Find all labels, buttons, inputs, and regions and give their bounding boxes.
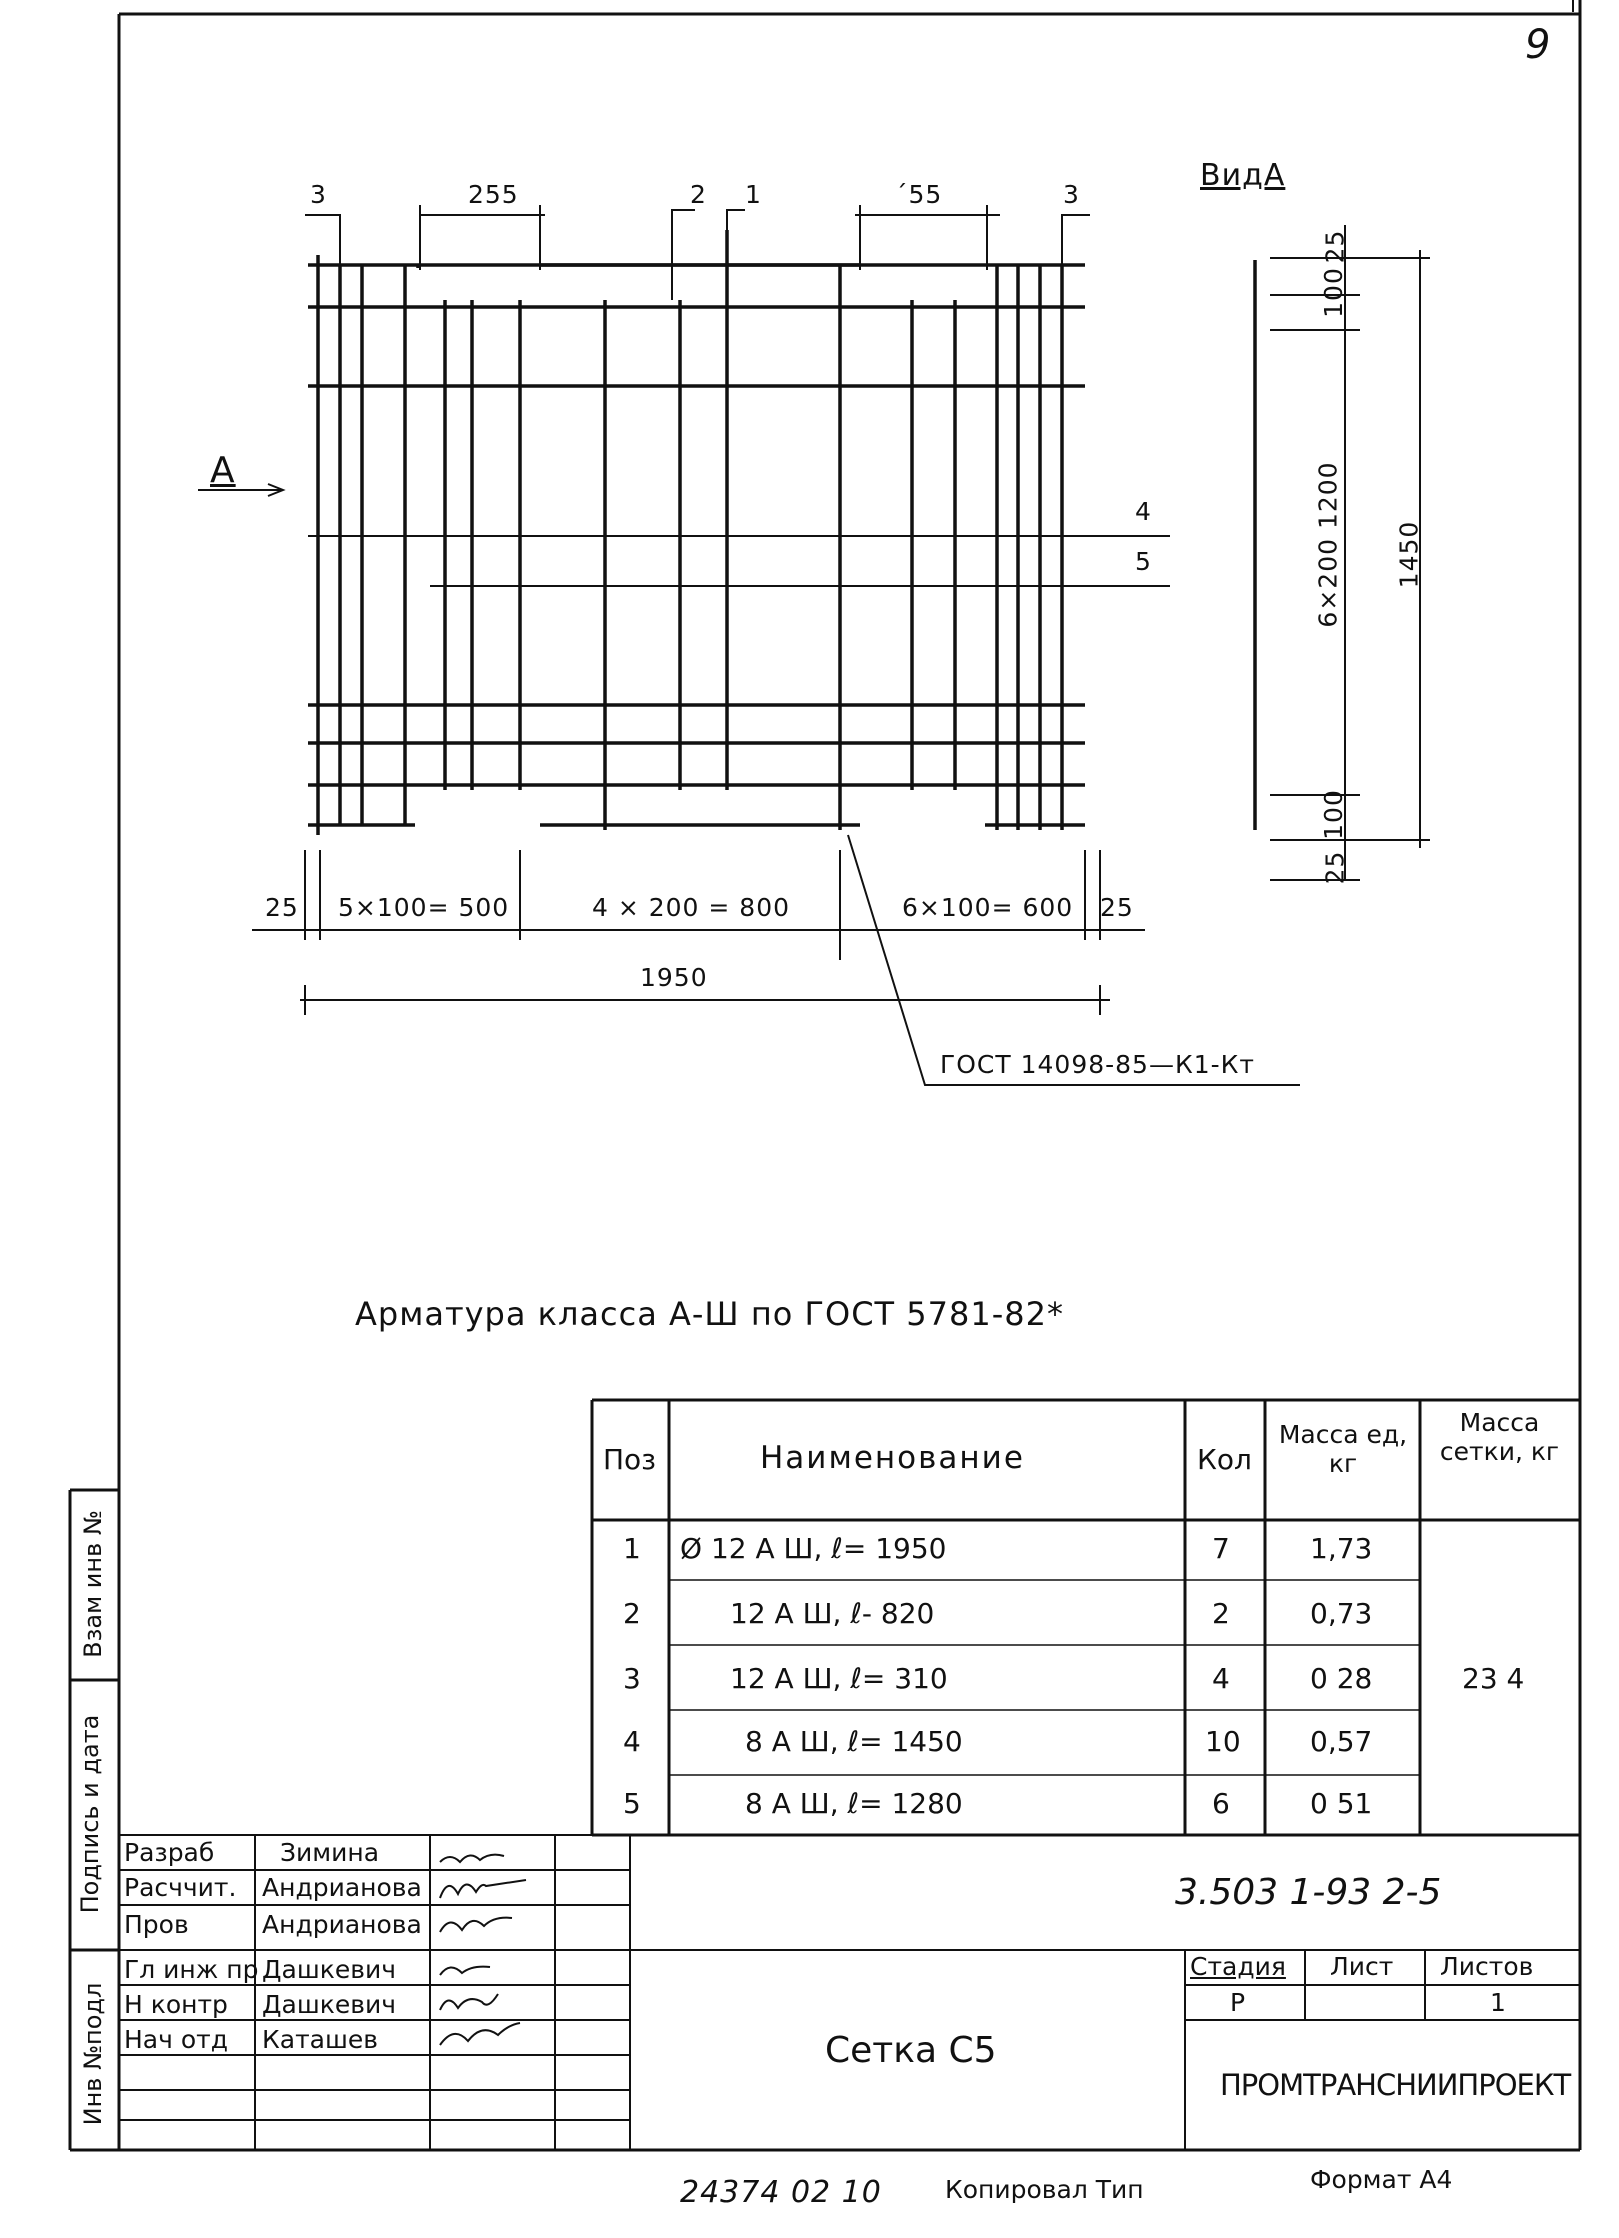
row-pos: 1 (623, 1532, 641, 1565)
sheets-label: Листов (1440, 1952, 1534, 1981)
row-qty: 7 (1212, 1532, 1230, 1565)
name-chief-engineer: Дашкевич (262, 1955, 396, 1984)
role-head-dept: Нач отд (124, 2025, 228, 2054)
label-pos-3-left: 3 (310, 180, 327, 209)
total-mesh-mass: 23 4 (1462, 1662, 1525, 1695)
name-developer: Зимина (280, 1838, 380, 1867)
header-name: Наименование (760, 1440, 1025, 1476)
dim-25-top-side: 25 (1320, 229, 1350, 264)
row-qty: 4 (1212, 1662, 1230, 1695)
dim-25-bottom-side: 25 (1320, 850, 1350, 885)
arrow-a-label: А (210, 450, 236, 491)
stamp-podpis-data: Подпись и дата (76, 1714, 104, 1914)
row-pos: 5 (623, 1787, 641, 1820)
role-checker: Пров (124, 1910, 189, 1939)
dim-25-right: 25 (1100, 893, 1134, 922)
name-calculator: Андрианова (262, 1873, 422, 1902)
role-developer: Разраб (124, 1838, 215, 1867)
dim-255-top-right: ´55 (895, 180, 943, 209)
document-code: 3.503 1-93 2-5 (1175, 1872, 1442, 1913)
row-mass: 0,73 (1310, 1597, 1373, 1630)
footer-copy-number: 24374 02 10 (680, 2175, 882, 2210)
dim-600: 6×100= 600 (902, 893, 1074, 922)
row-name: 12 А Ш, ℓ= 310 (730, 1662, 948, 1695)
row-name: 8 А Ш, ℓ= 1280 (745, 1787, 963, 1820)
dim-25-left: 25 (265, 893, 299, 922)
stamp-inv-podl: Инв №подл (79, 1982, 107, 2126)
role-chief-engineer: Гл инж пр (124, 1955, 259, 1984)
row-mass: 0 51 (1310, 1787, 1373, 1820)
gost-weld-note: ГОСТ 14098-85—К1-Кт (940, 1050, 1255, 1079)
row-name: 12 А Ш, ℓ- 820 (730, 1597, 935, 1630)
role-calculator: Расччит. (124, 1873, 237, 1902)
header-pos: Поз (603, 1443, 657, 1476)
header-mass-unit: Масса ед, кг (1278, 1420, 1408, 1478)
name-norm-control: Дашкевич (262, 1990, 396, 2019)
role-norm-control: Н контр (124, 1990, 228, 2019)
row-qty: 6 (1212, 1787, 1230, 1820)
row-name: 8 А Ш, ℓ= 1450 (745, 1725, 963, 1758)
row-mass: 1,73 (1310, 1532, 1373, 1565)
mesh-plan (308, 265, 1085, 825)
dim-100-top-side: 100 (1318, 267, 1348, 318)
header-mass-mesh: Масса сетки, кг (1439, 1408, 1560, 1466)
stamp-vzam-inv: Взам инв № (79, 1510, 107, 1658)
row-pos: 3 (623, 1662, 641, 1695)
dim-255-top-left: 255 (468, 180, 519, 209)
dim-1200-side: 6×200 1200 (1313, 461, 1343, 628)
dim-1450-side: 1450 (1394, 520, 1424, 589)
row-mass: 0,57 (1310, 1725, 1373, 1758)
drawing-title: Сетка С5 (825, 2030, 997, 2071)
stage-label: Стадия (1190, 1952, 1286, 1981)
row-pos: 4 (623, 1725, 641, 1758)
view-a-title: ВидА (1200, 158, 1286, 193)
label-pos-2: 2 (690, 180, 707, 209)
footer-format: Формат А4 (1310, 2165, 1453, 2194)
label-pos-5: 5 (1135, 547, 1152, 576)
row-qty: 2 (1212, 1597, 1230, 1630)
name-checker: Андрианова (262, 1910, 422, 1939)
sheet-label: Лист (1330, 1952, 1394, 1981)
sheets-value: 1 (1490, 1988, 1506, 2017)
label-pos-1: 1 (745, 180, 762, 209)
row-qty: 10 (1205, 1725, 1241, 1758)
dim-500: 5×100= 500 (338, 893, 510, 922)
label-pos-3-right: 3 (1063, 180, 1080, 209)
footer-copied-by: Копировал Тип (945, 2175, 1144, 2204)
stage-value: Р (1230, 1988, 1246, 2017)
dim-800: 4 × 200 = 800 (592, 893, 791, 922)
header-qty: Кол (1197, 1443, 1252, 1476)
reinforcement-class-note: Арматура класса А-Ш по ГОСТ 5781-82* (355, 1295, 1064, 1333)
page-number: 9 (1525, 22, 1552, 68)
dim-1950-total: 1950 (640, 963, 708, 992)
row-mass: 0 28 (1310, 1662, 1373, 1695)
organization-name: ПРОМТРАНСНИИПРОЕКТ (1220, 2068, 1571, 2102)
row-name: Ø 12 А Ш, ℓ= 1950 (680, 1532, 947, 1565)
label-pos-4: 4 (1135, 497, 1152, 526)
row-pos: 2 (623, 1597, 641, 1630)
name-head-dept: Каташев (262, 2025, 378, 2054)
dim-100-bottom-side: 100 (1318, 789, 1348, 840)
